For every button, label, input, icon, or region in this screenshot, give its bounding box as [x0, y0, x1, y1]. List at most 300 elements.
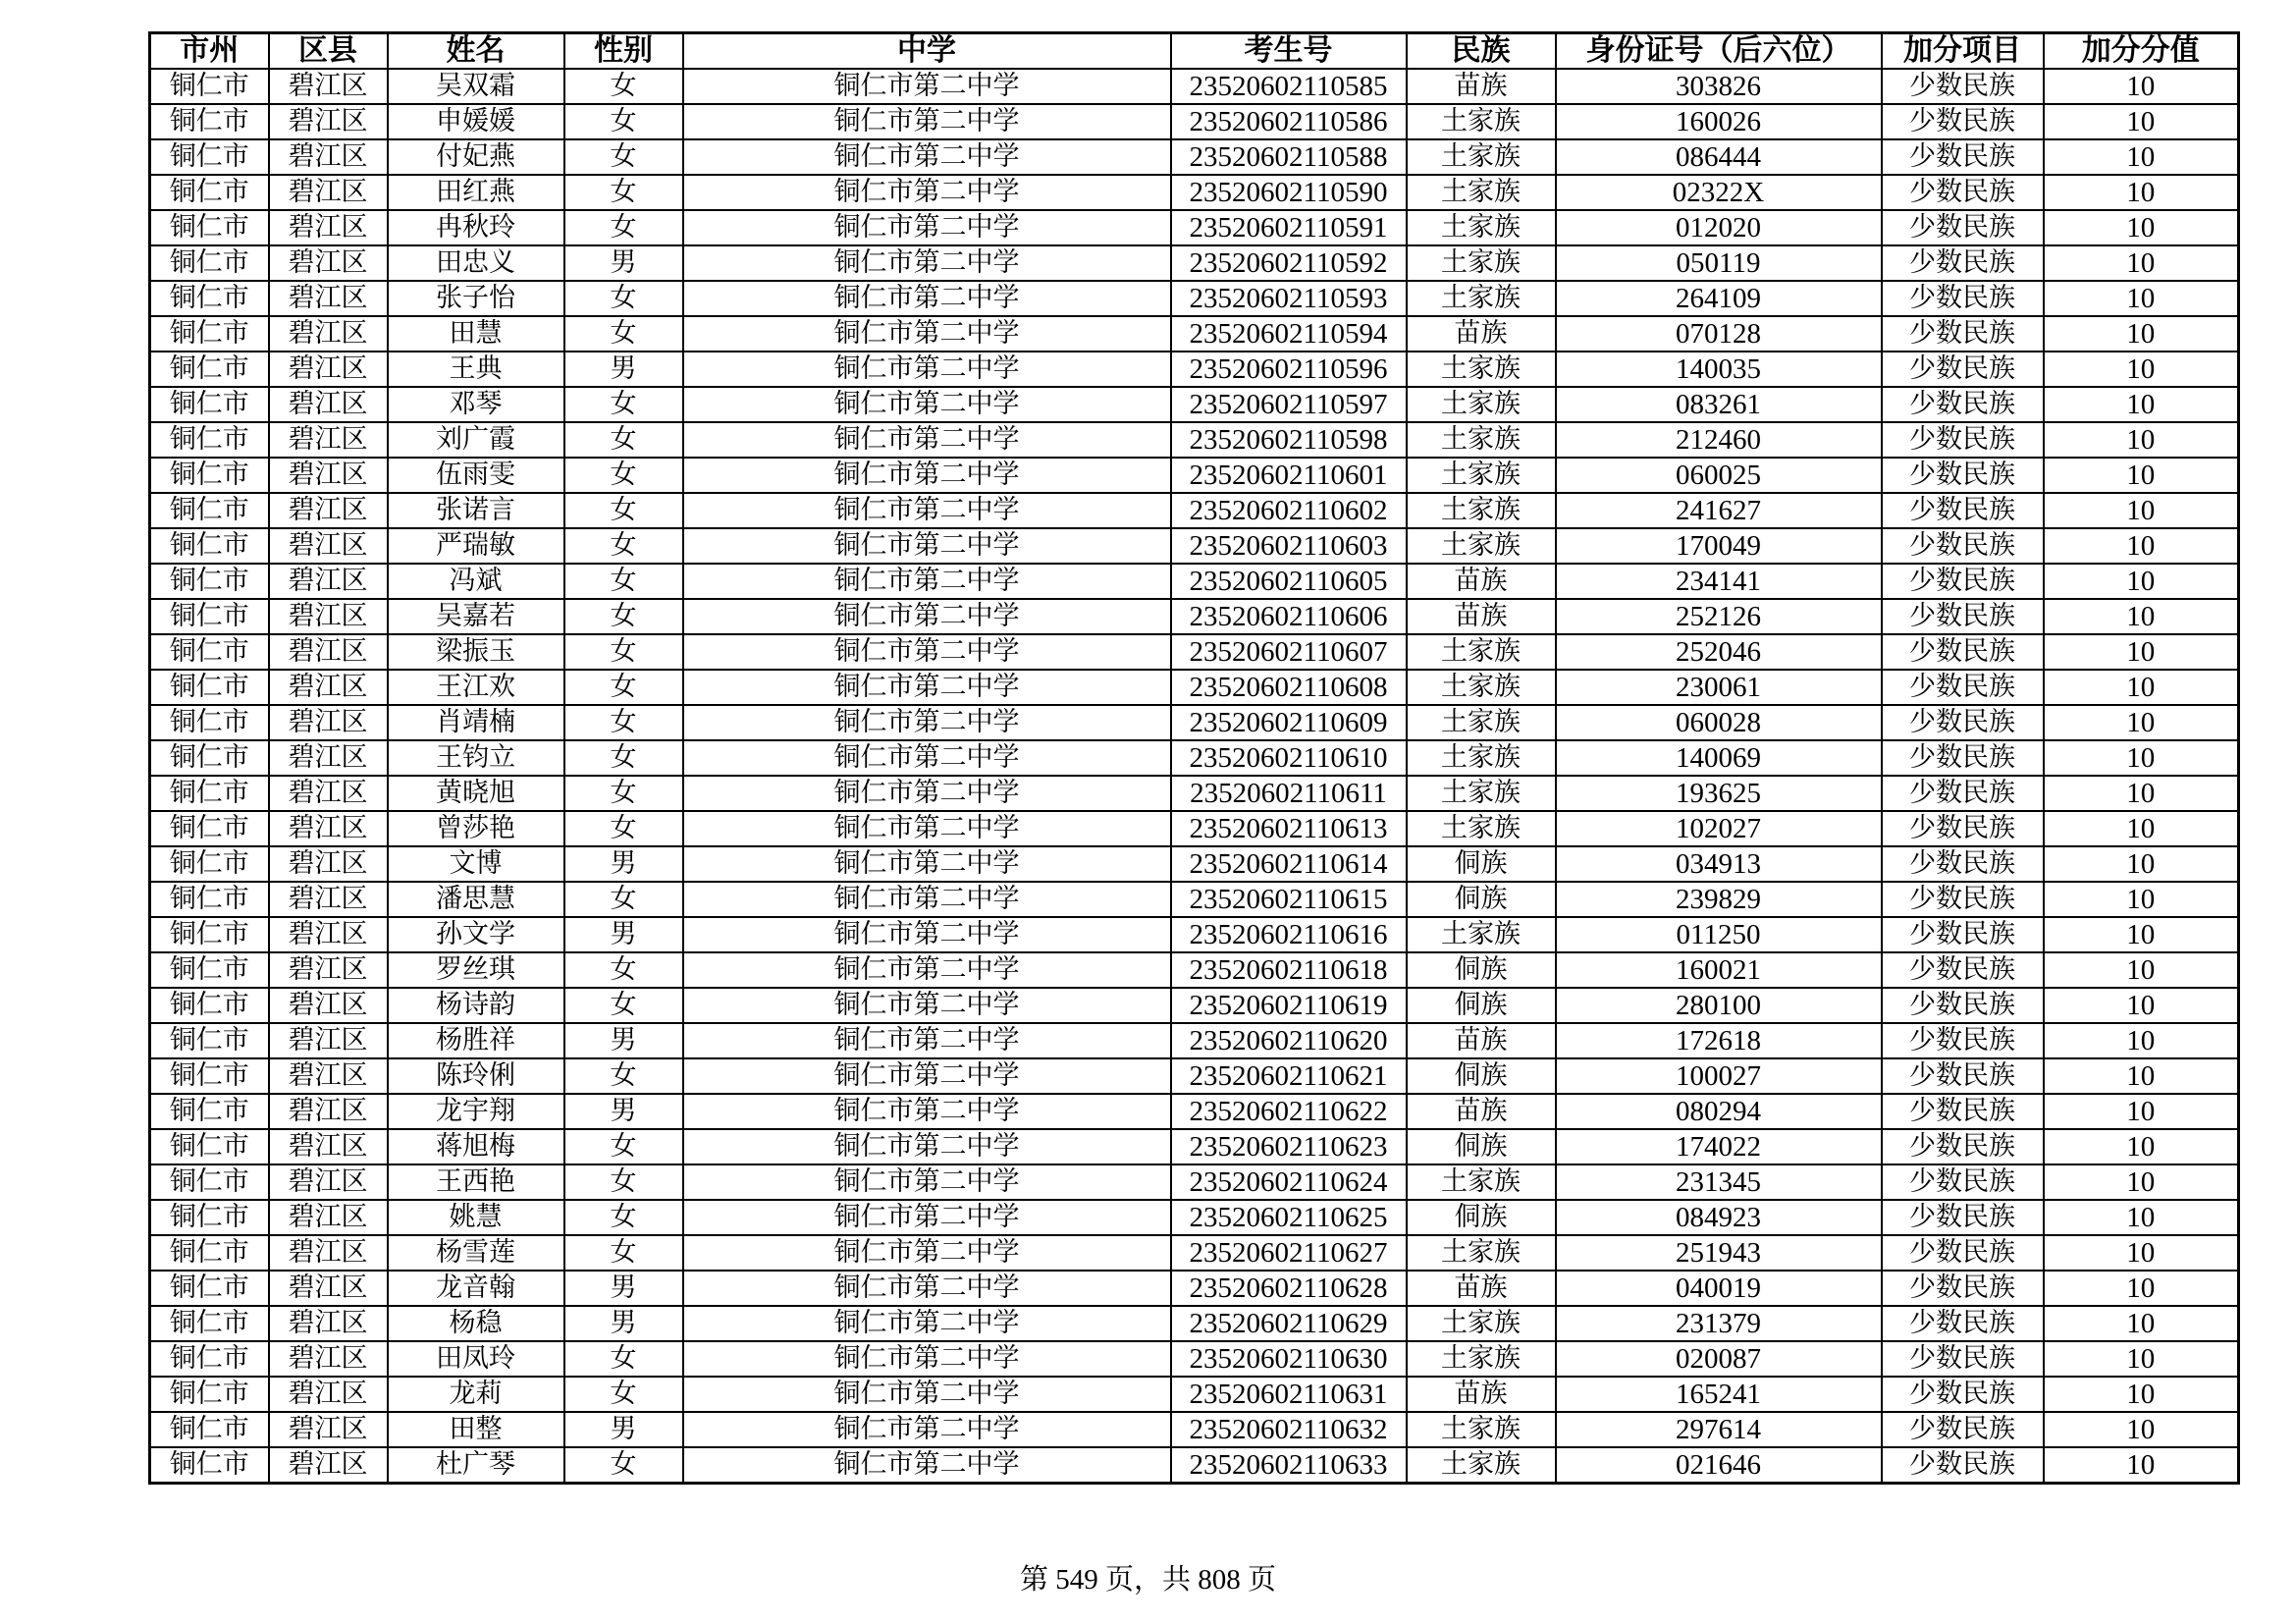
cell-name: 姚慧 [388, 1200, 564, 1235]
cell-exam-number: 23520602110606 [1171, 599, 1407, 634]
cell-name: 龙音翰 [388, 1271, 564, 1306]
table-row [150, 1271, 2239, 1306]
cell-bonus-value: 10 [2044, 811, 2239, 846]
cell-ethnicity: 土家族 [1407, 1341, 1556, 1377]
cell-bonus-item: 少数民族 [1882, 1447, 2044, 1484]
cell-name: 梁振玉 [388, 634, 564, 670]
cell-name: 张诺言 [388, 493, 564, 528]
cell-id-last-six: 165241 [1556, 1377, 1882, 1412]
cell-ethnicity: 土家族 [1407, 917, 1556, 952]
cell-exam-number: 23520602110615 [1171, 882, 1407, 917]
cell-id-last-six: 264109 [1556, 281, 1882, 316]
cell-name: 杨诗韵 [388, 988, 564, 1023]
cell-bonus-value: 10 [2044, 69, 2239, 104]
cell-gender: 女 [564, 175, 683, 210]
cell-district: 碧江区 [269, 1058, 388, 1094]
cell-district: 碧江区 [269, 882, 388, 917]
cell-gender: 女 [564, 634, 683, 670]
cell-id-last-six: 083261 [1556, 387, 1882, 422]
cell-school: 铜仁市第二中学 [683, 988, 1171, 1023]
header-district: 区县 [269, 33, 388, 70]
cell-city: 铜仁市 [150, 1023, 269, 1058]
cell-district: 碧江区 [269, 528, 388, 564]
cell-id-last-six: 172618 [1556, 1023, 1882, 1058]
cell-city: 铜仁市 [150, 387, 269, 422]
table-row [150, 1235, 2239, 1271]
cell-district: 碧江区 [269, 917, 388, 952]
cell-bonus-value: 10 [2044, 245, 2239, 281]
table-row [150, 1447, 2239, 1484]
cell-city: 铜仁市 [150, 281, 269, 316]
cell-gender: 女 [564, 422, 683, 458]
cell-bonus-value: 10 [2044, 316, 2239, 352]
cell-bonus-value: 10 [2044, 458, 2239, 493]
cell-school: 铜仁市第二中学 [683, 634, 1171, 670]
cell-city: 铜仁市 [150, 422, 269, 458]
cell-name: 伍雨雯 [388, 458, 564, 493]
cell-school: 铜仁市第二中学 [683, 952, 1171, 988]
cell-school: 铜仁市第二中学 [683, 387, 1171, 422]
cell-gender: 女 [564, 1164, 683, 1200]
cell-gender: 男 [564, 917, 683, 952]
cell-gender: 女 [564, 740, 683, 776]
cell-name: 龙莉 [388, 1377, 564, 1412]
cell-school: 铜仁市第二中学 [683, 1306, 1171, 1341]
cell-district: 碧江区 [269, 1023, 388, 1058]
cell-bonus-value: 10 [2044, 917, 2239, 952]
cell-school: 铜仁市第二中学 [683, 1094, 1171, 1129]
cell-city: 铜仁市 [150, 1271, 269, 1306]
cell-ethnicity: 土家族 [1407, 387, 1556, 422]
cell-name: 杜广琴 [388, 1447, 564, 1484]
cell-ethnicity: 土家族 [1407, 422, 1556, 458]
cell-bonus-item: 少数民族 [1882, 988, 2044, 1023]
cell-gender: 女 [564, 952, 683, 988]
cell-gender: 女 [564, 387, 683, 422]
cell-city: 铜仁市 [150, 564, 269, 599]
cell-bonus-value: 10 [2044, 670, 2239, 705]
cell-exam-number: 23520602110628 [1171, 1271, 1407, 1306]
cell-gender: 女 [564, 1447, 683, 1484]
cell-city: 铜仁市 [150, 1412, 269, 1447]
cell-ethnicity: 土家族 [1407, 245, 1556, 281]
cell-name: 龙宇翔 [388, 1094, 564, 1129]
cell-id-last-six: 170049 [1556, 528, 1882, 564]
table-row [150, 634, 2239, 670]
cell-bonus-item: 少数民族 [1882, 1271, 2044, 1306]
cell-id-last-six: 100027 [1556, 1058, 1882, 1094]
cell-id-last-six: 251943 [1556, 1235, 1882, 1271]
cell-name: 冯斌 [388, 564, 564, 599]
cell-bonus-item: 少数民族 [1882, 882, 2044, 917]
cell-city: 铜仁市 [150, 1164, 269, 1200]
cell-city: 铜仁市 [150, 740, 269, 776]
cell-exam-number: 23520602110621 [1171, 1058, 1407, 1094]
table-row [150, 139, 2239, 175]
cell-bonus-item: 少数民族 [1882, 1235, 2044, 1271]
cell-exam-number: 23520602110625 [1171, 1200, 1407, 1235]
cell-exam-number: 23520602110605 [1171, 564, 1407, 599]
table-row [150, 281, 2239, 316]
cell-exam-number: 23520602110597 [1171, 387, 1407, 422]
cell-name: 田凤玲 [388, 1341, 564, 1377]
cell-ethnicity: 苗族 [1407, 316, 1556, 352]
cell-school: 铜仁市第二中学 [683, 1129, 1171, 1164]
cell-gender: 女 [564, 705, 683, 740]
cell-school: 铜仁市第二中学 [683, 740, 1171, 776]
cell-gender: 女 [564, 1235, 683, 1271]
cell-school: 铜仁市第二中学 [683, 1200, 1171, 1235]
table-row [150, 1412, 2239, 1447]
cell-gender: 男 [564, 846, 683, 882]
cell-id-last-six: 084923 [1556, 1200, 1882, 1235]
cell-bonus-value: 10 [2044, 210, 2239, 245]
cell-bonus-item: 少数民族 [1882, 493, 2044, 528]
table-row [150, 175, 2239, 210]
cell-bonus-item: 少数民族 [1882, 1164, 2044, 1200]
cell-name: 杨胜祥 [388, 1023, 564, 1058]
cell-school: 铜仁市第二中学 [683, 670, 1171, 705]
cell-name: 肖靖楠 [388, 705, 564, 740]
cell-id-last-six: 252046 [1556, 634, 1882, 670]
cell-name: 潘思慧 [388, 882, 564, 917]
cell-gender: 女 [564, 599, 683, 634]
cell-ethnicity: 土家族 [1407, 493, 1556, 528]
cell-city: 铜仁市 [150, 69, 269, 104]
cell-ethnicity: 土家族 [1407, 352, 1556, 387]
cell-bonus-value: 10 [2044, 1447, 2239, 1484]
cell-city: 铜仁市 [150, 705, 269, 740]
cell-exam-number: 23520602110603 [1171, 528, 1407, 564]
cell-gender: 女 [564, 281, 683, 316]
cell-exam-number: 23520602110598 [1171, 422, 1407, 458]
cell-district: 碧江区 [269, 670, 388, 705]
cell-bonus-value: 10 [2044, 1235, 2239, 1271]
cell-exam-number: 23520602110616 [1171, 917, 1407, 952]
cell-bonus-item: 少数民族 [1882, 139, 2044, 175]
cell-name: 王钧立 [388, 740, 564, 776]
cell-bonus-item: 少数民族 [1882, 1377, 2044, 1412]
cell-gender: 男 [564, 1412, 683, 1447]
cell-name: 田忠义 [388, 245, 564, 281]
cell-id-last-six: 060028 [1556, 705, 1882, 740]
cell-bonus-value: 10 [2044, 1200, 2239, 1235]
table-row [150, 316, 2239, 352]
cell-bonus-item: 少数民族 [1882, 245, 2044, 281]
cell-id-last-six: 02322X [1556, 175, 1882, 210]
cell-bonus-item: 少数民族 [1882, 634, 2044, 670]
cell-gender: 女 [564, 104, 683, 139]
table-body [150, 69, 2239, 1484]
cell-name: 邓琴 [388, 387, 564, 422]
cell-exam-number: 23520602110624 [1171, 1164, 1407, 1200]
cell-school: 铜仁市第二中学 [683, 1341, 1171, 1377]
header-gender: 性别 [564, 33, 683, 70]
cell-gender: 女 [564, 882, 683, 917]
cell-school: 铜仁市第二中学 [683, 422, 1171, 458]
cell-bonus-value: 10 [2044, 564, 2239, 599]
cell-district: 碧江区 [269, 634, 388, 670]
cell-ethnicity: 土家族 [1407, 1164, 1556, 1200]
cell-name: 吴嘉若 [388, 599, 564, 634]
cell-ethnicity: 苗族 [1407, 564, 1556, 599]
cell-id-last-six: 102027 [1556, 811, 1882, 846]
cell-district: 碧江区 [269, 139, 388, 175]
cell-gender: 女 [564, 811, 683, 846]
cell-name: 付妃燕 [388, 139, 564, 175]
cell-district: 碧江区 [269, 846, 388, 882]
cell-school: 铜仁市第二中学 [683, 1023, 1171, 1058]
cell-district: 碧江区 [269, 1447, 388, 1484]
cell-bonus-value: 10 [2044, 387, 2239, 422]
table-row [150, 1023, 2239, 1058]
cell-bonus-value: 10 [2044, 281, 2239, 316]
cell-bonus-value: 10 [2044, 422, 2239, 458]
cell-gender: 女 [564, 1341, 683, 1377]
cell-ethnicity: 土家族 [1407, 634, 1556, 670]
cell-ethnicity: 苗族 [1407, 69, 1556, 104]
cell-name: 王西艳 [388, 1164, 564, 1200]
cell-exam-number: 23520602110613 [1171, 811, 1407, 846]
cell-exam-number: 23520602110594 [1171, 316, 1407, 352]
table-row [150, 458, 2239, 493]
cell-gender: 女 [564, 210, 683, 245]
header-bonus-item: 加分项目 [1882, 33, 2044, 70]
cell-bonus-item: 少数民族 [1882, 811, 2044, 846]
cell-id-last-six: 060025 [1556, 458, 1882, 493]
cell-bonus-item: 少数民族 [1882, 352, 2044, 387]
cell-district: 碧江区 [269, 69, 388, 104]
cell-ethnicity: 土家族 [1407, 210, 1556, 245]
cell-exam-number: 23520602110614 [1171, 846, 1407, 882]
cell-bonus-item: 少数民族 [1882, 846, 2044, 882]
cell-gender: 男 [564, 1271, 683, 1306]
cell-exam-number: 23520602110609 [1171, 705, 1407, 740]
cell-ethnicity: 侗族 [1407, 1058, 1556, 1094]
cell-bonus-value: 10 [2044, 1341, 2239, 1377]
cell-exam-number: 23520602110586 [1171, 104, 1407, 139]
cell-ethnicity: 土家族 [1407, 740, 1556, 776]
cell-ethnicity: 土家族 [1407, 1235, 1556, 1271]
table-row [150, 564, 2239, 599]
cell-school: 铜仁市第二中学 [683, 493, 1171, 528]
bonus-points-table [148, 31, 2240, 1485]
cell-id-last-six: 239829 [1556, 882, 1882, 917]
cell-bonus-item: 少数民族 [1882, 1094, 2044, 1129]
cell-district: 碧江区 [269, 1094, 388, 1129]
cell-district: 碧江区 [269, 104, 388, 139]
cell-bonus-value: 10 [2044, 952, 2239, 988]
table-row [150, 670, 2239, 705]
header-city: 市州 [150, 33, 269, 70]
cell-city: 铜仁市 [150, 846, 269, 882]
cell-gender: 女 [564, 139, 683, 175]
cell-name: 杨雪莲 [388, 1235, 564, 1271]
cell-name: 王典 [388, 352, 564, 387]
table-row [150, 776, 2239, 811]
table-row [150, 104, 2239, 139]
cell-name: 田红燕 [388, 175, 564, 210]
cell-city: 铜仁市 [150, 1200, 269, 1235]
cell-exam-number: 23520602110591 [1171, 210, 1407, 245]
cell-city: 铜仁市 [150, 1235, 269, 1271]
cell-exam-number: 23520602110629 [1171, 1306, 1407, 1341]
cell-gender: 女 [564, 1129, 683, 1164]
cell-name: 陈玲俐 [388, 1058, 564, 1094]
cell-bonus-value: 10 [2044, 846, 2239, 882]
cell-city: 铜仁市 [150, 1058, 269, 1094]
header-bonus-value: 加分分值 [2044, 33, 2239, 70]
cell-bonus-value: 10 [2044, 740, 2239, 776]
cell-exam-number: 23520602110623 [1171, 1129, 1407, 1164]
cell-school: 铜仁市第二中学 [683, 69, 1171, 104]
cell-gender: 女 [564, 316, 683, 352]
cell-gender: 女 [564, 1200, 683, 1235]
cell-bonus-item: 少数民族 [1882, 670, 2044, 705]
cell-district: 碧江区 [269, 387, 388, 422]
table-row [150, 599, 2239, 634]
table-row [150, 1306, 2239, 1341]
cell-ethnicity: 土家族 [1407, 1447, 1556, 1484]
cell-name: 罗丝琪 [388, 952, 564, 988]
cell-exam-number: 23520602110590 [1171, 175, 1407, 210]
cell-gender: 男 [564, 352, 683, 387]
cell-city: 铜仁市 [150, 917, 269, 952]
cell-gender: 男 [564, 1023, 683, 1058]
cell-ethnicity: 土家族 [1407, 175, 1556, 210]
cell-exam-number: 23520602110632 [1171, 1412, 1407, 1447]
cell-city: 铜仁市 [150, 316, 269, 352]
cell-id-last-six: 212460 [1556, 422, 1882, 458]
cell-school: 铜仁市第二中学 [683, 528, 1171, 564]
cell-city: 铜仁市 [150, 210, 269, 245]
cell-name: 文博 [388, 846, 564, 882]
cell-ethnicity: 苗族 [1407, 1094, 1556, 1129]
cell-district: 碧江区 [269, 1306, 388, 1341]
table-row [150, 1200, 2239, 1235]
cell-district: 碧江区 [269, 1235, 388, 1271]
cell-district: 碧江区 [269, 1200, 388, 1235]
table-row [150, 952, 2239, 988]
cell-district: 碧江区 [269, 493, 388, 528]
cell-ethnicity: 土家族 [1407, 281, 1556, 316]
cell-district: 碧江区 [269, 316, 388, 352]
cell-id-last-six: 303826 [1556, 69, 1882, 104]
cell-bonus-item: 少数民族 [1882, 776, 2044, 811]
table-row [150, 493, 2239, 528]
cell-bonus-item: 少数民族 [1882, 458, 2044, 493]
table-row [150, 846, 2239, 882]
cell-exam-number: 23520602110592 [1171, 245, 1407, 281]
cell-exam-number: 23520602110630 [1171, 1341, 1407, 1377]
header-id-last-six: 身份证号（后六位） [1556, 33, 1882, 70]
cell-ethnicity: 土家族 [1407, 1306, 1556, 1341]
header-exam-number: 考生号 [1171, 33, 1407, 70]
cell-gender: 女 [564, 670, 683, 705]
cell-gender: 女 [564, 1377, 683, 1412]
cell-exam-number: 23520602110607 [1171, 634, 1407, 670]
cell-district: 碧江区 [269, 705, 388, 740]
cell-district: 碧江区 [269, 988, 388, 1023]
cell-bonus-item: 少数民族 [1882, 1412, 2044, 1447]
cell-bonus-value: 10 [2044, 493, 2239, 528]
cell-city: 铜仁市 [150, 811, 269, 846]
cell-id-last-six: 234141 [1556, 564, 1882, 599]
cell-district: 碧江区 [269, 281, 388, 316]
cell-school: 铜仁市第二中学 [683, 210, 1171, 245]
cell-exam-number: 23520602110602 [1171, 493, 1407, 528]
cell-district: 碧江区 [269, 1377, 388, 1412]
cell-school: 铜仁市第二中学 [683, 882, 1171, 917]
cell-ethnicity: 土家族 [1407, 104, 1556, 139]
cell-ethnicity: 侗族 [1407, 988, 1556, 1023]
cell-id-last-six: 297614 [1556, 1412, 1882, 1447]
cell-bonus-item: 少数民族 [1882, 387, 2044, 422]
cell-bonus-item: 少数民族 [1882, 1129, 2044, 1164]
cell-city: 铜仁市 [150, 175, 269, 210]
cell-bonus-value: 10 [2044, 705, 2239, 740]
cell-city: 铜仁市 [150, 104, 269, 139]
cell-bonus-item: 少数民族 [1882, 599, 2044, 634]
cell-bonus-item: 少数民族 [1882, 1341, 2044, 1377]
cell-school: 铜仁市第二中学 [683, 175, 1171, 210]
cell-city: 铜仁市 [150, 1341, 269, 1377]
cell-id-last-six: 140035 [1556, 352, 1882, 387]
cell-name: 吴双霜 [388, 69, 564, 104]
table-row [150, 811, 2239, 846]
cell-gender: 男 [564, 1094, 683, 1129]
cell-bonus-value: 10 [2044, 1094, 2239, 1129]
cell-id-last-six: 241627 [1556, 493, 1882, 528]
cell-city: 铜仁市 [150, 599, 269, 634]
cell-bonus-item: 少数民族 [1882, 740, 2044, 776]
cell-school: 铜仁市第二中学 [683, 705, 1171, 740]
cell-id-last-six: 086444 [1556, 139, 1882, 175]
cell-exam-number: 23520602110620 [1171, 1023, 1407, 1058]
cell-school: 铜仁市第二中学 [683, 564, 1171, 599]
cell-id-last-six: 174022 [1556, 1129, 1882, 1164]
cell-bonus-item: 少数民族 [1882, 210, 2044, 245]
cell-ethnicity: 苗族 [1407, 1377, 1556, 1412]
cell-id-last-six: 040019 [1556, 1271, 1882, 1306]
cell-school: 铜仁市第二中学 [683, 1164, 1171, 1200]
header-school: 中学 [683, 33, 1171, 70]
cell-id-last-six: 080294 [1556, 1094, 1882, 1129]
table-row [150, 1058, 2239, 1094]
cell-gender: 女 [564, 1058, 683, 1094]
cell-name: 田慧 [388, 316, 564, 352]
cell-bonus-value: 10 [2044, 882, 2239, 917]
cell-bonus-item: 少数民族 [1882, 281, 2044, 316]
cell-ethnicity: 侗族 [1407, 952, 1556, 988]
cell-ethnicity: 侗族 [1407, 882, 1556, 917]
table-row [150, 352, 2239, 387]
cell-district: 碧江区 [269, 599, 388, 634]
cell-district: 碧江区 [269, 210, 388, 245]
cell-district: 碧江区 [269, 811, 388, 846]
cell-id-last-six: 280100 [1556, 988, 1882, 1023]
cell-name: 刘广霞 [388, 422, 564, 458]
header-name: 姓名 [388, 33, 564, 70]
cell-gender: 男 [564, 245, 683, 281]
cell-ethnicity: 土家族 [1407, 776, 1556, 811]
cell-school: 铜仁市第二中学 [683, 458, 1171, 493]
cell-city: 铜仁市 [150, 1447, 269, 1484]
cell-district: 碧江区 [269, 776, 388, 811]
table-row [150, 210, 2239, 245]
table-row [150, 1129, 2239, 1164]
table-row [150, 245, 2239, 281]
